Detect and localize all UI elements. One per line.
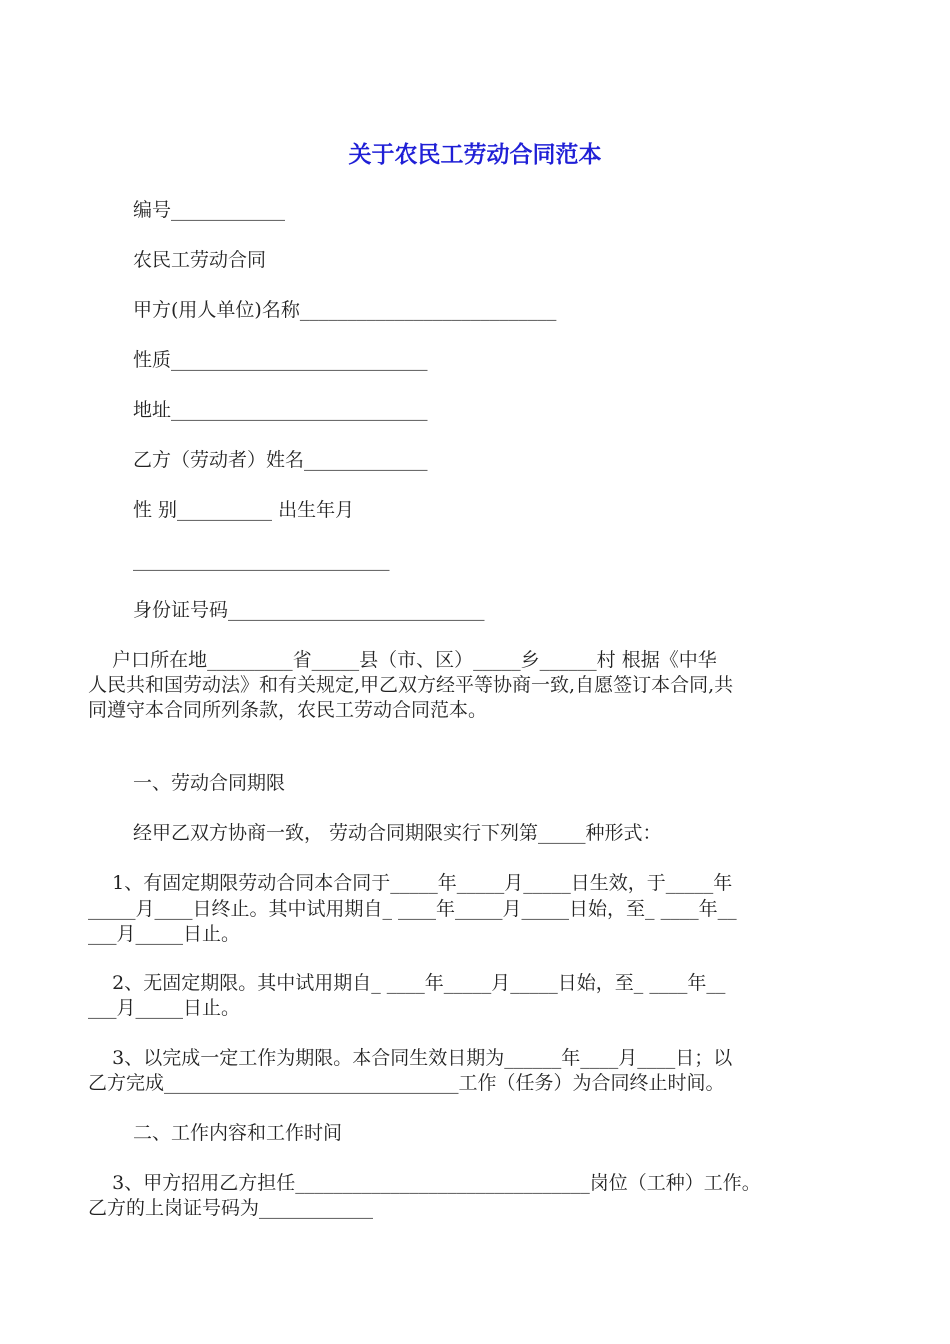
fixed-term-line-3: ___月_____日止。 [88,923,241,945]
household-paragraph-line-3: 同遵守本合同所列条款，农民工劳动合同范本。 [88,699,488,721]
birth-blank-line: ___________________________ [133,549,390,571]
party-b-name-line: 乙方（劳动者）姓名_____________ [133,449,428,471]
task-term-line-1: 3、以完成一定工作为期限。本合同生效日期为______年____月____日；以 [88,1047,733,1069]
id-number-line: 身份证号码___________________________ [133,599,485,621]
gender-birth-line: 性 别__________ 出生年月 [133,499,355,521]
household-paragraph-line-1: 户口所在地_________省_____县（市、区）_____乡______村 根据《中华 [88,649,717,671]
contract-name-line: 农民工劳动合同 [133,249,267,271]
section-2-heading: 二、工作内容和工作时间 [133,1122,343,1144]
section-1-heading: 一、劳动合同期限 [133,772,286,794]
address-line: 地址___________________________ [133,399,428,421]
task-term-line-2: 乙方完成_______________________________工作（任务）为合同终止时间。 [88,1072,725,1094]
post-line-2: 乙方的上岗证号码为____________ [88,1197,374,1219]
party-a-name-line: 甲方(用人单位)名称___________________________ [133,299,557,321]
document-title: 关于农民工劳动合同范本 [348,142,602,168]
open-term-line-1: 2、无固定期限。其中试用期自_ ____年_____月_____日始，至_ ____年__ [88,972,726,994]
nature-line: 性质___________________________ [133,349,428,371]
post-line-1: 3、甲方招用乙方担任_______________________________岗位（工种）工作。 [88,1172,761,1194]
term-form-line: 经甲乙双方协商一致， 劳动合同期限实行下列第_____种形式： [133,822,662,844]
household-paragraph-line-2: 人民共和国劳动法》和有关规定,甲乙双方经平等协商一致,自愿签订本合同,共 [88,674,734,696]
fixed-term-line-1: 1、有固定期限劳动合同本合同于_____年_____月_____日生效，于_____年 [88,872,733,894]
serial-number-line: 编号____________ [133,199,286,221]
fixed-term-line-2: _____月____日终止。其中试用期自_ ____年_____月_____日始，至_ ____年__ [88,898,737,920]
open-term-line-2: ___月_____日止。 [88,997,241,1019]
